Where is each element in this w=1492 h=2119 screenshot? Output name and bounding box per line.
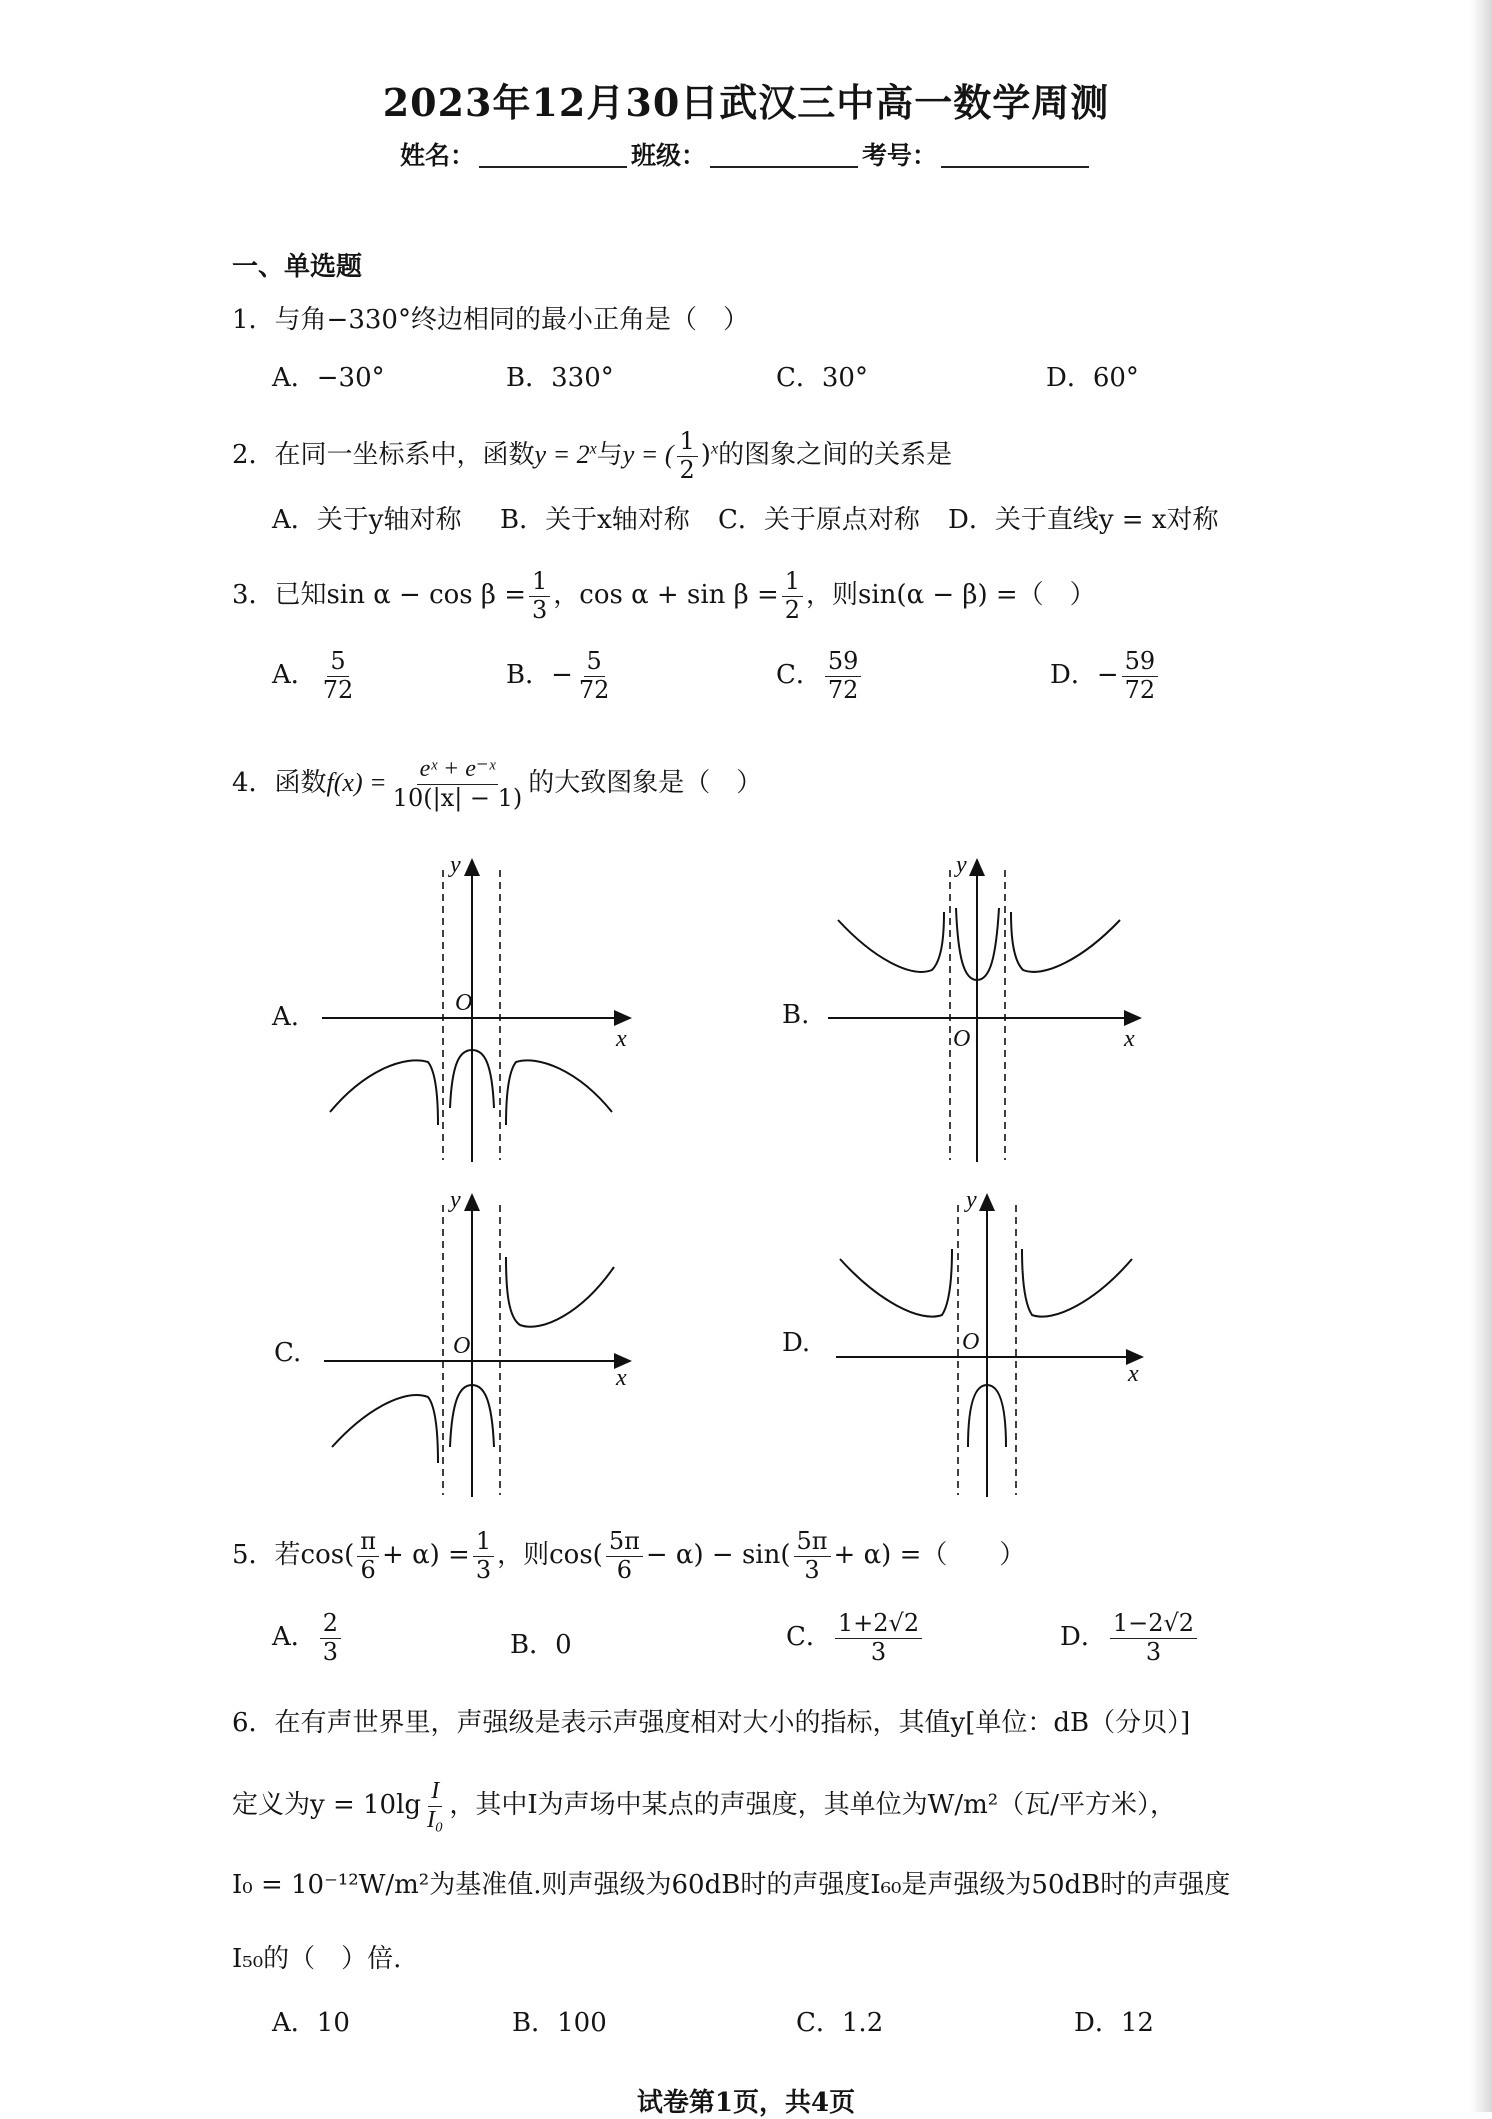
q5-5pi-2: 5π (794, 1528, 831, 1557)
class-blank (710, 166, 858, 168)
q5-d-letter: D． (1060, 1622, 1107, 1653)
q3-c-fraction (825, 648, 862, 704)
curve-right-branch (506, 1257, 614, 1327)
name-label: 姓名： (400, 141, 476, 170)
q2-option-d: D．关于直线y = x对称 (948, 505, 1219, 535)
q5-three: 3 (475, 1555, 492, 1584)
curve-right-branch (506, 1060, 612, 1125)
y-axis-label: y (966, 1187, 977, 1213)
q5-a-num: 2 (320, 1610, 341, 1639)
q5-one: 1 (473, 1528, 494, 1557)
q3-option-b (506, 648, 615, 704)
question-6-line-3: I₀ = 10⁻¹²W/m²为基准值.则声强级为60dB时的声强度I₆₀是声强级为50dB时的声强度 (232, 1870, 1231, 1900)
graph-b-label: B. (782, 1000, 810, 1030)
q6-option-c: C．1.2 (796, 2008, 884, 2038)
q3-option-a (272, 648, 359, 704)
q5-alpha-1: + α) = (382, 1540, 470, 1571)
q3-a-num: 5 (327, 648, 348, 677)
q3-option-d (1050, 648, 1161, 704)
q5-option-b (510, 1630, 572, 1661)
q2-exponent-2: x (710, 440, 719, 458)
graph-d-label: D. (782, 1328, 811, 1358)
q3-d-letter: D． (1050, 660, 1097, 691)
page-footer: 试卷第1页，共4页 (636, 2088, 856, 2118)
q3-b-den: 72 (578, 675, 610, 704)
curve-left-branch (332, 1395, 438, 1463)
student-info-line (400, 136, 1093, 172)
q5-5pi-over-3 (794, 1528, 831, 1584)
x-axis-label: x (616, 1026, 627, 1052)
q3-b-sign: − (551, 660, 573, 691)
question-1-stem: 1．与角−330°终边相同的最小正角是（ ） (232, 305, 749, 335)
q5-one-third (473, 1528, 494, 1584)
q3-option-c (776, 648, 864, 704)
q2-function-1: y = 2 (534, 440, 590, 470)
number-blank (941, 166, 1089, 168)
page-title: 2023年12月30日武汉三中高一数学周测 (382, 80, 1110, 125)
q5-d-num: 1−2√2 (1110, 1610, 1197, 1639)
q2-connector: 与 (596, 440, 623, 471)
graph-b (820, 850, 1160, 1170)
curve-left-branch (330, 1060, 438, 1125)
q6-option-d: D．12 (1074, 2008, 1154, 2038)
q2-function-2: y = ( (622, 440, 674, 470)
q4-function-name: f(x) = (326, 768, 387, 798)
x-axis-label: x (1124, 1026, 1135, 1052)
q5-d-den: 3 (1145, 1637, 1162, 1666)
question-4-stem (232, 756, 762, 812)
q6-option-a: A．10 (272, 2008, 350, 2038)
q4-numerator: eˣ + e⁻ˣ (417, 756, 499, 785)
q2-exponent-1: x (589, 440, 597, 458)
q5-three-2: 3 (804, 1555, 820, 1584)
curve-left-branch (840, 1249, 952, 1317)
page-edge-shadow (1470, 0, 1492, 2112)
section-title: 一、单选题 (232, 252, 363, 282)
q2-option-b: B．关于x轴对称 (500, 505, 690, 535)
q5-pi: π (357, 1528, 379, 1557)
q2-close-paren: ) (700, 440, 711, 471)
q5-c-den: 3 (870, 1637, 887, 1666)
q5-alpha-2: − α) − sin( (645, 1540, 791, 1571)
q2-half-denominator: 2 (679, 455, 695, 484)
q3-fraction-1-den: 3 (532, 595, 548, 624)
origin-label: O (953, 1026, 971, 1052)
q5-option-d (1060, 1610, 1200, 1666)
q3-fraction-2 (782, 568, 803, 624)
q3-d-fraction (1122, 648, 1159, 704)
q3-fraction-1 (529, 568, 550, 624)
q2-half-fraction (677, 428, 698, 484)
q1-option-a: A．−30° (272, 363, 385, 393)
q6-definition-tail: ，其中I为声场中某点的声强度，其单位为W/m²（瓦/平方米）， (449, 1790, 1176, 1821)
graph-c (310, 1185, 650, 1505)
q3-d-sign: − (1096, 660, 1119, 691)
graph-d (820, 1185, 1160, 1505)
q5-pi-over-6 (357, 1528, 379, 1584)
q5-5pi: 5π (606, 1528, 643, 1557)
q2-option-c: C．关于原点对称 (718, 505, 920, 535)
q5-a-letter: A． (272, 1622, 317, 1653)
q3-fraction-1-num: 1 (529, 568, 550, 597)
q3-a-fraction (320, 648, 357, 704)
q4-head: 4．函数 (232, 768, 327, 799)
q5-option-a (272, 1610, 344, 1666)
q5-5pi-over-6 (606, 1528, 643, 1584)
q3-b-fraction (576, 648, 613, 704)
y-axis-label: y (450, 852, 461, 878)
q3-a-den: 72 (322, 675, 354, 704)
q1-option-b: B．330° (506, 363, 614, 393)
q5-option-c (786, 1610, 925, 1666)
q5-b-value: 0 (555, 1630, 572, 1660)
x-axis-label: x (1128, 1361, 1139, 1387)
q5-tail: + α) =（ ） (833, 1540, 1026, 1571)
origin-label: O (962, 1329, 980, 1355)
q2-tail: 的图象之间的关系是 (718, 440, 953, 471)
q2-option-a: A．关于y轴对称 (272, 505, 462, 535)
q6-fraction-num: I (428, 1778, 442, 1807)
graph-a (310, 850, 650, 1170)
q4-tail: 的大致图象是（ ） (528, 768, 763, 799)
q3-fraction-2-den: 2 (784, 595, 801, 624)
q5-c-num: 1+2√2 (835, 1610, 922, 1639)
q5-a-fraction (320, 1610, 341, 1666)
origin-label: O (453, 1333, 471, 1359)
q3-d-den: 72 (1124, 675, 1156, 704)
q5-six-2: 6 (616, 1555, 632, 1584)
q3-fraction-2-num: 1 (782, 568, 803, 597)
graph-c-label: C. (274, 1338, 302, 1368)
graph-a-label: A. (272, 1002, 300, 1032)
q5-c-fraction (835, 1610, 922, 1666)
curve-left-branch (838, 912, 944, 972)
question-5-stem (232, 1528, 1025, 1584)
q2-text: 2．在同一坐标系中，函数 (232, 440, 535, 471)
name-blank (479, 166, 627, 168)
q4-denominator: 10(|x| − 1) (392, 783, 523, 812)
q5-head: 5．若cos( (232, 1540, 355, 1571)
q5-a-den: 3 (322, 1637, 339, 1666)
number-label: 考号： (862, 141, 938, 170)
q3-c-letter: C． (776, 660, 822, 691)
q3-d-num: 59 (1122, 648, 1159, 677)
q3-b-num: 5 (584, 648, 605, 677)
q3-a-letter: A． (272, 660, 317, 691)
q5-mid: ，则cos( (497, 1540, 603, 1571)
q3-b-letter: B． (506, 660, 552, 691)
question-6-line-4: I₅₀的（ ）倍. (232, 1944, 402, 1974)
q5-b-letter: B． (510, 1630, 556, 1660)
curve-right-branch (1011, 912, 1120, 972)
q6-definition-head: 定义为y = 10lg (232, 1790, 422, 1821)
q3-tail: ，则sin(α − β) =（ ） (806, 580, 1096, 611)
q3-c-den: 72 (827, 675, 859, 704)
q2-half-numerator: 1 (677, 428, 698, 457)
x-axis-label: x (616, 1365, 627, 1391)
class-label: 班级： (631, 141, 707, 170)
q5-c-letter: C． (786, 1622, 832, 1653)
question-2-stem (232, 428, 952, 484)
q4-function-fraction (390, 756, 526, 812)
q6-option-b: B．100 (512, 2008, 607, 2038)
q3-mid: ，cos α + sin β = (553, 580, 779, 611)
question-6-line-2 (232, 1778, 1176, 1834)
q5-six: 6 (360, 1555, 376, 1584)
y-axis-label: y (956, 852, 967, 878)
q1-option-d: D．60° (1046, 363, 1139, 393)
q1-option-c: C．30° (776, 363, 868, 393)
origin-label: O (455, 990, 473, 1016)
y-axis-label: y (450, 1187, 461, 1213)
question-3-stem (232, 568, 1096, 624)
question-6-line-1: 6．在有声世界里，声强级是表示声强度相对大小的指标，其值y[单位：dB（分贝）] (232, 1708, 1191, 1738)
curve-right-branch (1022, 1249, 1132, 1317)
q6-fraction-den: I₀ (427, 1806, 444, 1833)
q3-c-num: 59 (825, 648, 862, 677)
q3-head: 3．已知sin α − cos β = (232, 580, 526, 611)
q5-d-fraction (1110, 1610, 1197, 1666)
q6-intensity-fraction (424, 1778, 446, 1834)
